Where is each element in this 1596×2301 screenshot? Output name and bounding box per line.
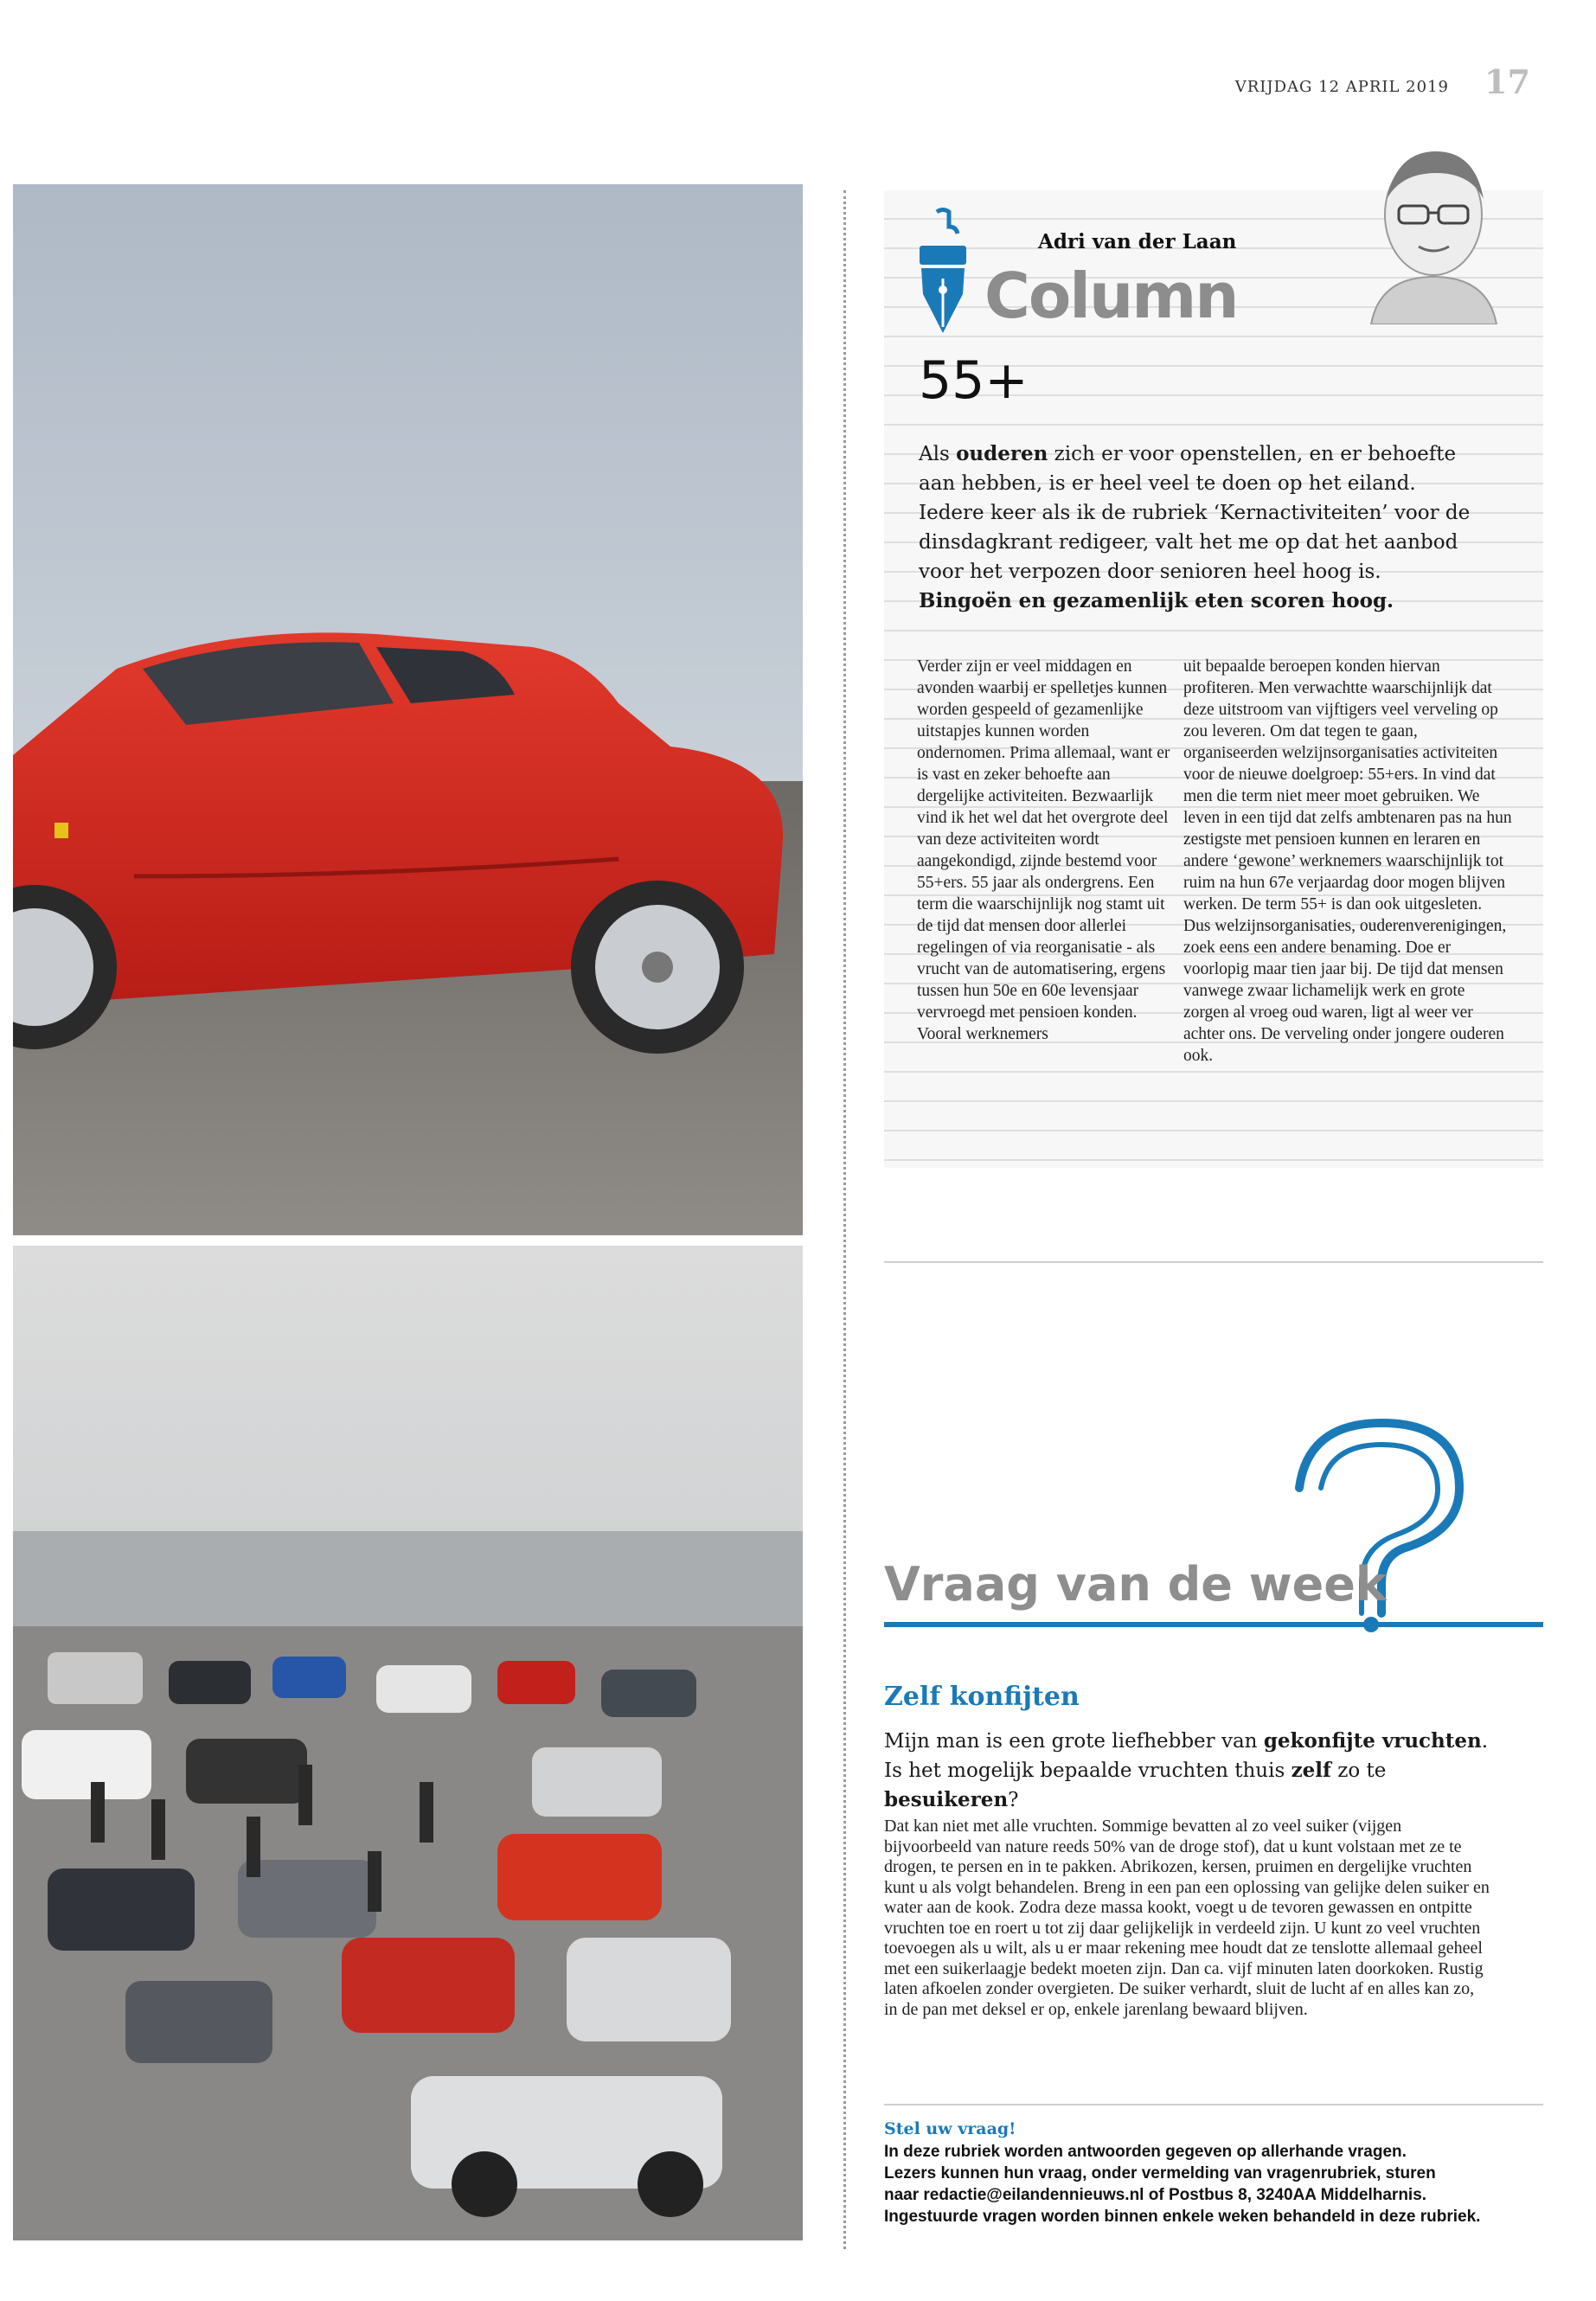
car-meet-illustration	[13, 1246, 803, 2240]
stel-line: Lezers kunnen hun vraag, onder vermelding van vragenrubriek, sturen	[884, 2164, 1436, 2182]
column-label: Column	[984, 260, 1238, 332]
stel-uw-vraag-text	[884, 2141, 1542, 2227]
author-portrait	[1354, 138, 1509, 324]
vraag-heading: Vraag van de week	[884, 1557, 1387, 1612]
column-divider	[843, 190, 846, 2249]
column-author: Adri van der Laan	[1038, 230, 1237, 253]
column-body-right: uit bepaalde beroepen konden hiervan profiteren. Men verwachtte waarschijnlijk dat deze uitstroom van vijftigers veel verveling op zou leveren. Om dat tegen te gaan, organiseerden welzijnsorganisaties activiteiten voor de nieuwe doelgroep: 55+ers. In vind dat men die term niet meer moet gebruiken. We leven in een tijd dat zelfs ambtenaren pas na hun zestigste met pensioen kunnen en leraren en andere ‘gewone’ werknemers waarschijnlijk tot ruim na hun 67e verjaardag door mogen blijven werken. De term 55+ is dan ook uitgesleten. Dus welzijnsorganisaties, ouderenverenigingen, zoek eens een andere benaming. Doe er voorlopig maar tien jaar bij. De tijd dat mensen vanwege zwaar lichamelijk werk en grote zorgen al vroeg oud waren, ligt al weer ver achter ons. De verveling onder jongere ouderen ook.	[1183, 657, 1512, 1065]
footer-divider	[884, 2104, 1543, 2106]
vraag-subheading: Zelf konfijten	[884, 1682, 1080, 1712]
issue-date: VRIJDAG 12 APRIL 2019	[1234, 78, 1449, 96]
stel-line: Ingestuurde vragen worden binnen enkele weken behandeld in deze rubriek.	[884, 2208, 1481, 2226]
photo-car-meet	[13, 1246, 803, 2240]
vraag-question: Mijn man is een grote liefhebber van gekonfijte vruchten. Is het mogelijk bepaalde vruchten thuis zelf zo te besuikeren?	[884, 1729, 1489, 1811]
stel-line: In deze rubriek worden antwoorden gegeven op allerhande vragen.	[884, 2143, 1407, 2161]
red-car-illustration	[13, 184, 803, 1235]
column-lead: Als ouderen zich er voor openstellen, en er behoefte aan hebben, is er heel veel te doen op het eiland. Iedere keer als ik de rubriek ‘Kernactiviteiten’ voor de dinsdagkrant redigeer, valt het me op dat het aanbod voor het verpozen door senioren heel hoog is. Bingoën en gezamenlijk eten scoren hoog.	[919, 442, 1471, 612]
stel-uw-vraag-label: Stel uw vraag!	[884, 2119, 1016, 2138]
column-body-left: Verder zijn er veel middagen en avonden waarbij er spelletjes kunnen worden gespeeld of gezamenlijke uitstapjes kunnen worden ondernomen. Prima allemaal, want er is vast en zeker behoefte aan dergelijke activiteiten. Bezwaarlijk vind ik het wel dat het overgrote deel van deze activiteiten wordt aangekondigd, zijnde bestemd voor 55+ers. 55 jaar als ondergrens. Een term die waarschijnlijk nog stamt uit de tijd dat mensen door allerlei regelingen of via reorganisatie - als vrucht van de automatisering, ergens tussen hun 50e en 60e levensjaar vervroegd met pensioen konden. Vooral werknemers	[917, 657, 1170, 1043]
photo-red-sports-car	[13, 184, 803, 1235]
column-title: 55+	[919, 350, 1029, 411]
pen-nib-icon	[913, 208, 973, 337]
section-divider	[884, 1261, 1543, 1263]
page-number: 17	[1484, 62, 1530, 101]
vraag-answer: Dat kan niet met alle vruchten. Sommige bevatten al zo veel suiker (vijgen bijvoorbeeld van nature reeds 50% van de droge stof), dat u kunt volstaan met ze te drogen, te persen en in te pakken. Abrikozen, kersen, pruimen en dergelijke vruchten kunt u als volgt behandelen. Breng in een pan een oplossing van gelijke delen suiker en water aan de kook. Zodra deze massa kookt, voegt u de tevoren gewassen en ontpitte vruchten toe en roert u tot zij daar gelijkelijk in verdeeld zijn. U kunt zo veel vruchten toevoegen als u wilt, als u er maar rekening mee houdt dat ze tenslotte allemaal geheel met een suikerlaagje bedekt moeten zijn. Dan ca. vijf minuten laten doorkoken. Rustig laten afkoelen zonder overgieten. De suiker verhardt, sluit de lucht af en alles kan zo, in de pan met deksel er op, enkele jarenlang bewaard blijven.	[884, 1817, 1490, 2019]
stel-line: naar redactie@eilandennieuws.nl of Postbus 8, 3240AA Middelharnis.	[884, 2186, 1427, 2204]
